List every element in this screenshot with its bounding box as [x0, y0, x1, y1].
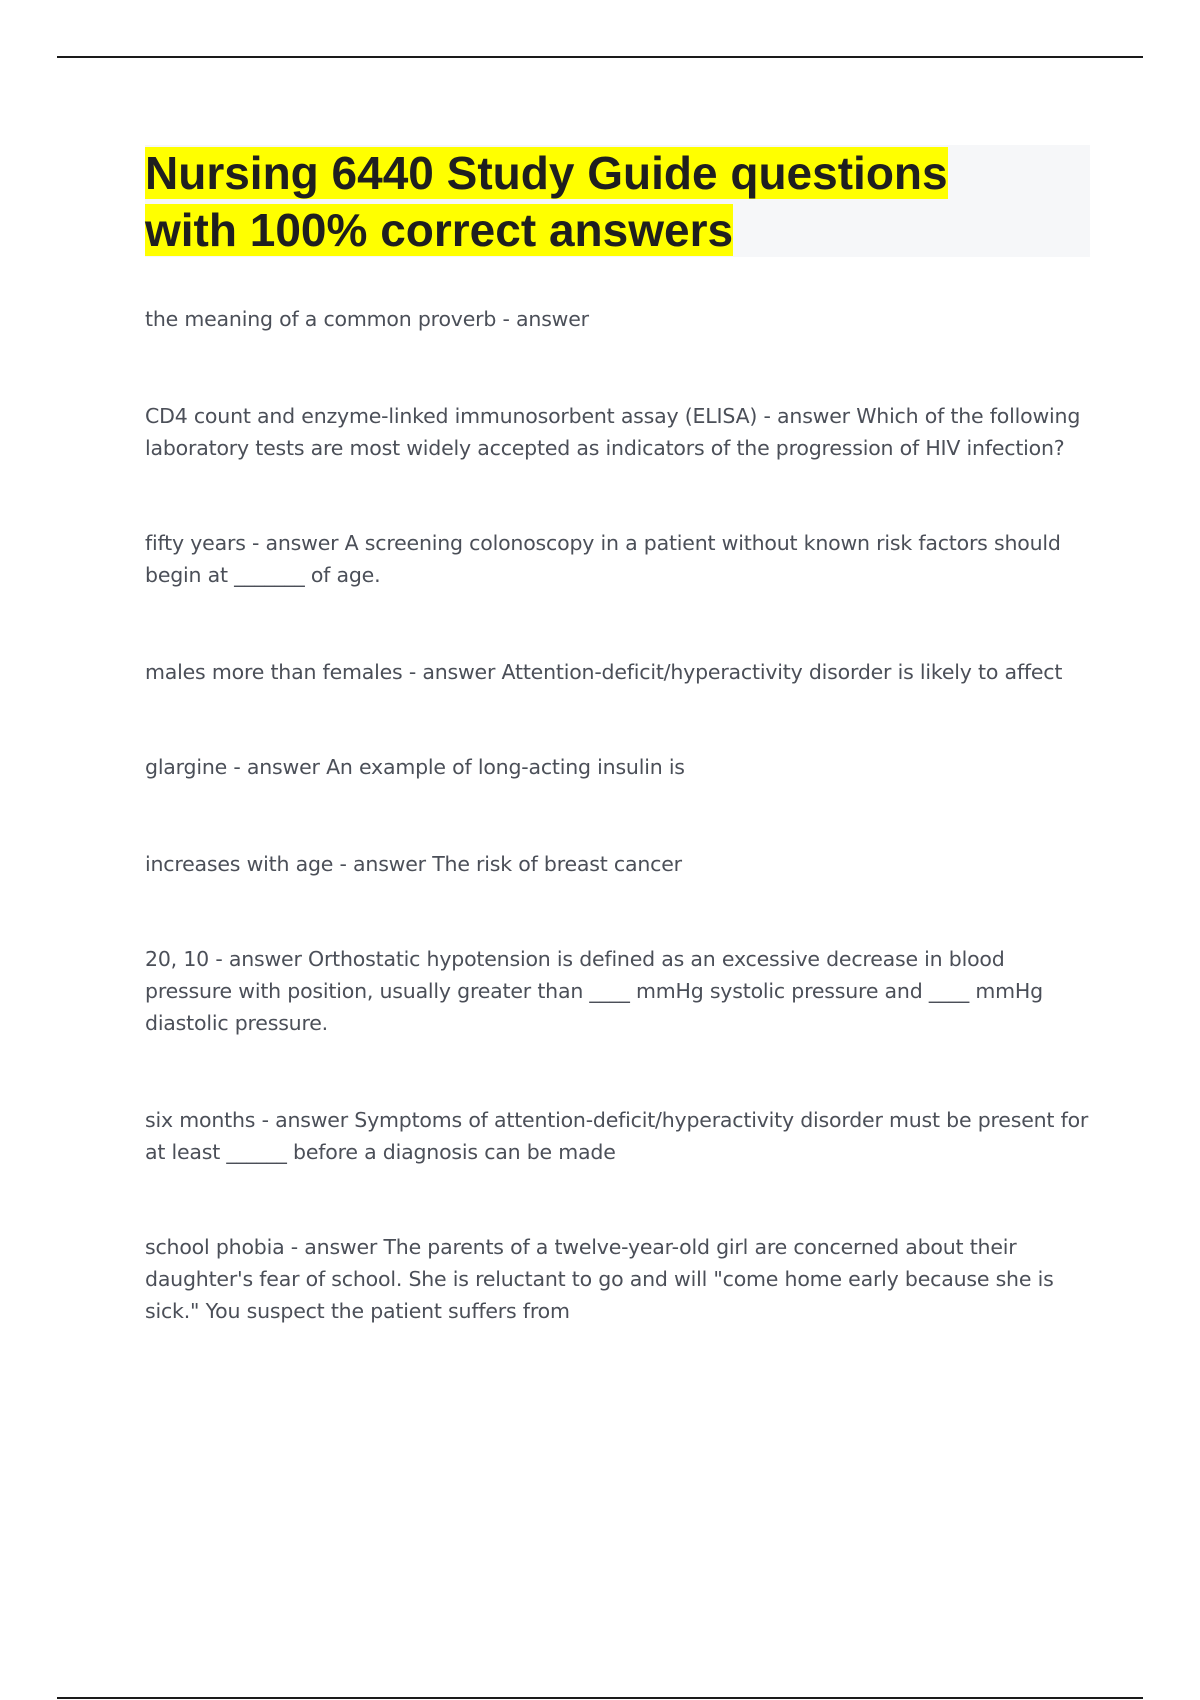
qa-item-5	[145, 751, 1090, 783]
title-line-2: with 100% correct answers	[145, 204, 734, 256]
top-rule	[57, 56, 1143, 58]
qa-separator: - answer	[209, 947, 309, 971]
qa-separator: - answer	[496, 307, 596, 331]
qa-separator: - answer	[284, 1235, 384, 1259]
qa-item-6	[145, 848, 1090, 880]
qa-answer: glargine	[145, 755, 228, 779]
qa-separator: - answer	[245, 531, 345, 555]
qa-separator: - answer	[255, 1108, 355, 1132]
qa-question: Symptoms of attention-deficit/hyperactivity disorder must be present for at least ______ before a diagnosis can be made	[145, 1108, 1089, 1164]
qa-question: An example of long-acting insulin is	[326, 755, 685, 779]
qa-answer: males more than females	[145, 660, 403, 684]
qa-item-8	[145, 1104, 1090, 1168]
qa-separator: - answer	[333, 852, 433, 876]
bottom-rule	[57, 1697, 1143, 1699]
qa-answer: school phobia	[145, 1235, 285, 1259]
qa-question: Which of the following laboratory tests are most widely accepted as indicators of the progression of HIV infection?	[145, 404, 1081, 460]
qa-answer: CD4 count and enzyme-linked immunosorbent assay (ELISA)	[145, 404, 758, 428]
qa-answer: six months	[145, 1108, 256, 1132]
qa-answer: 20, 10	[145, 947, 210, 971]
qa-item-3	[145, 527, 1090, 591]
qa-separator: - answer	[402, 660, 502, 684]
qa-item-7	[145, 943, 1090, 1039]
qa-answer: fifty years	[145, 531, 246, 555]
qa-separator: - answer	[757, 404, 857, 428]
qa-item-2	[145, 400, 1090, 464]
qa-question: A screening colonoscopy in a patient without known risk factors should begin at _______ of age.	[145, 531, 1061, 587]
document-title	[145, 145, 1090, 259]
qa-question: The risk of breast cancer	[432, 852, 682, 876]
qa-item-4	[145, 656, 1090, 688]
qa-question: The parents of a twelve-year-old girl are concerned about their daughter's fear of school. She is reluctant to go and will "come home early because she is sick." You suspect the patient suffers from	[145, 1235, 1054, 1323]
title-line-1: Nursing 6440 Study Guide questions	[145, 147, 948, 199]
qa-item-1	[145, 303, 1090, 335]
qa-answer: increases with age	[145, 852, 334, 876]
title-block	[145, 145, 1090, 257]
qa-answer: the meaning of a common proverb	[145, 307, 497, 331]
qa-question: Orthostatic hypotension is defined as an excessive decrease in blood pressure with position, usually greater than ____ mmHg systolic pressure and ____ mmHg diastolic pressure.	[145, 947, 1043, 1035]
qa-item-9	[145, 1231, 1090, 1327]
qa-separator: - answer	[227, 755, 327, 779]
qa-question: Attention-deficit/hyperactivity disorder is likely to affect	[501, 660, 1063, 684]
